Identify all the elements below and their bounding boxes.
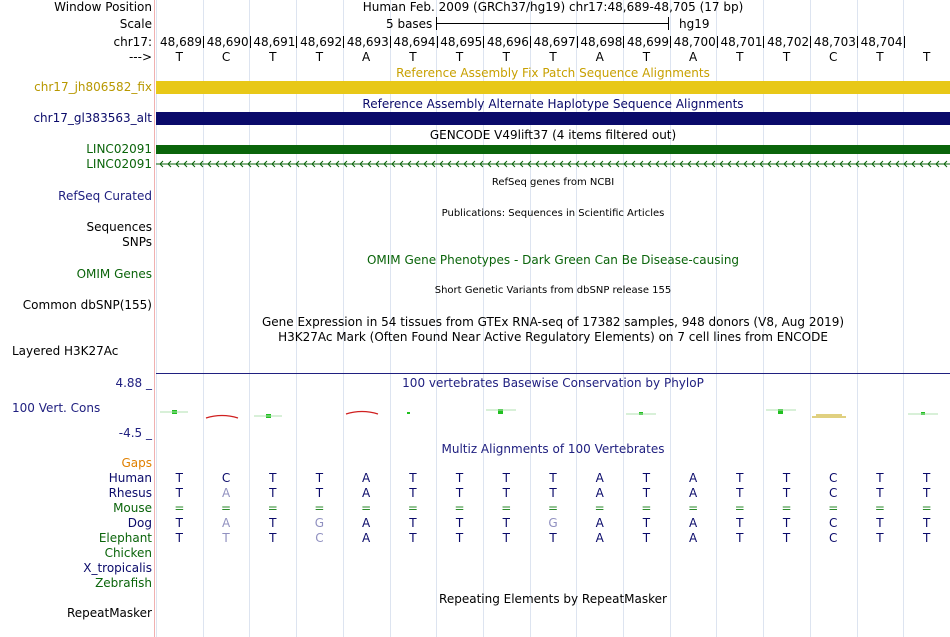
coordinate-tick-label: 48,689 [160, 35, 202, 49]
coordinate-tick-mark [717, 36, 718, 48]
aligned-base: T [455, 471, 464, 485]
aligned-base: T [736, 531, 744, 545]
coordinate-tick [534, 35, 578, 49]
aligned-base: T [876, 471, 884, 485]
label-divider[interactable] [154, 0, 155, 637]
coordinate-tick-mark [343, 36, 344, 48]
coordinate-tick [440, 35, 484, 49]
coordinate-tick [347, 35, 391, 49]
aligned-base: C [829, 531, 838, 545]
aligned-base: T [736, 471, 744, 485]
coordinate-tick [253, 35, 297, 49]
species-label[interactable]: Elephant [98, 531, 152, 545]
omim-label[interactable]: OMIM Genes [76, 267, 152, 281]
aligned-base: G [548, 516, 558, 530]
refseq-title: RefSeq genes from NCBI [491, 177, 615, 188]
aligned-base: = [221, 501, 232, 515]
coordinate-tick [580, 35, 624, 49]
h3k27ac-baseline [156, 373, 950, 374]
coordinate-tick-label: 48,697 [533, 35, 576, 49]
window-position-label: Window Position [54, 0, 152, 14]
aligned-base: T [642, 471, 651, 485]
h3k27ac-title: H3K27Ac Mark (Often Found Near Active Regulatory Elements) on 7 cell lines from ENCODE [278, 330, 828, 344]
scale-bar [436, 23, 669, 24]
gaps-label[interactable]: Gaps [121, 456, 152, 470]
coordinate-tick-label: 48,696 [486, 35, 529, 49]
aligned-base: A [362, 516, 371, 530]
species-label[interactable]: Rhesus [108, 486, 152, 500]
aligned-base: T [922, 471, 931, 485]
phylop-max: 4.88 _ [115, 376, 152, 390]
aligned-base: A [221, 486, 231, 500]
aligned-base: T [642, 486, 651, 500]
coordinate-tick-mark [577, 36, 578, 48]
aligned-base: T [549, 486, 557, 500]
species-label[interactable]: Mouse [113, 501, 152, 515]
repeatmasker-title: Repeating Elements by RepeatMasker [439, 592, 667, 606]
coordinate-tick-label: 48,699 [627, 35, 670, 49]
aligned-base: T [922, 531, 931, 545]
aligned-base: = [874, 501, 885, 515]
species-label[interactable]: Dog [127, 516, 152, 530]
aligned-base: = [688, 501, 699, 515]
base-letter: T [502, 50, 510, 64]
aligned-base: T [502, 516, 510, 530]
aligned-base: G [314, 516, 325, 530]
coordinate-tick-label: 48,691 [253, 35, 296, 49]
aligned-base: = [734, 501, 745, 515]
window-position-value: Human Feb. 2009 (GRCh37/hg19) chr17:48,689-48,705 (17 bp) [362, 0, 744, 14]
aligned-base: C [829, 486, 838, 500]
aligned-base: T [549, 531, 557, 545]
coordinate-tick [720, 35, 764, 49]
aligned-base: T [642, 531, 651, 545]
base-letter: T [549, 50, 557, 64]
base-letter: T [315, 50, 324, 64]
coordinate-tick [814, 35, 858, 49]
aligned-base: T [175, 486, 184, 500]
aligned-base: T [409, 531, 417, 545]
coordinate-tick-label: 48,704 [860, 35, 903, 49]
base-letter: T [782, 50, 791, 64]
species-label[interactable]: Zebrafish [95, 576, 152, 590]
aligned-base: T [455, 531, 464, 545]
coordinate-tick-label: 48,698 [580, 35, 623, 49]
aligned-base: T [409, 471, 417, 485]
coordinate-tick-label: 48,700 [673, 35, 716, 49]
aligned-base: = [547, 501, 559, 515]
coordinate-tick-mark [623, 36, 624, 48]
base-letter: T [642, 50, 651, 64]
aligned-base: T [269, 471, 277, 485]
refseq-label[interactable]: RefSeq Curated [58, 189, 152, 203]
coordinate-tick-mark [390, 36, 391, 48]
scale-label: Scale [119, 17, 152, 31]
aligned-base: = [828, 501, 839, 515]
coordinate-tick-label: 48,701 [720, 35, 763, 49]
aligned-base: A [595, 471, 604, 485]
coordinate-tick-label: 48,692 [300, 35, 343, 49]
aligned-base: C [315, 531, 324, 545]
gencode-label-1[interactable]: LINC02091 [86, 142, 152, 156]
aligned-base: A [688, 516, 698, 530]
base-letter: T [409, 50, 417, 64]
gencode-title: GENCODE V49lift37 (4 items filtered out) [429, 128, 677, 142]
gtex-title: Gene Expression in 54 tissues from GTEx RNA-seq of 17382 samples, 948 donors (V8, Aug 2019) [261, 315, 845, 329]
aligned-base: T [175, 531, 184, 545]
aligned-base: C [221, 471, 231, 485]
coordinate-tick-mark [670, 36, 671, 48]
aligned-base: T [736, 516, 744, 530]
alt-haplotype-label[interactable]: chr17_gl383563_alt [33, 111, 152, 125]
coordinate-tick-label: 48,693 [346, 35, 389, 49]
aligned-base: T [409, 516, 417, 530]
aligned-base: = [267, 501, 278, 515]
gencode-label-2[interactable]: LINC02091 [86, 157, 152, 171]
aligned-base: A [362, 471, 371, 485]
aligned-base: T [502, 486, 510, 500]
coordinate-tick-mark [810, 36, 811, 48]
coordinate-tick [394, 35, 438, 49]
aligned-base: T [876, 516, 884, 530]
coordinate-tick [487, 35, 531, 49]
phylop-title: 100 vertebrates Basewise Conservation by PhyloP [402, 376, 704, 390]
aligned-base: T [315, 471, 324, 485]
base-letter: A [595, 50, 604, 64]
coordinate-tick [861, 35, 905, 49]
aligned-base: = [361, 501, 372, 515]
repeatmasker-label[interactable]: RepeatMasker [66, 606, 152, 620]
aligned-base: T [175, 516, 184, 530]
strand-arrow: ---> [128, 50, 152, 64]
aligned-base: = [641, 501, 652, 515]
coordinate-tick-mark [203, 36, 204, 48]
coordinate-tick-mark [530, 36, 531, 48]
coordinate-tick-mark [296, 36, 297, 48]
aligned-base: T [782, 471, 791, 485]
aligned-base: = [407, 501, 418, 515]
species-label[interactable]: Chicken [104, 546, 152, 560]
species-label[interactable]: Human [108, 471, 152, 485]
aligned-base: T [549, 471, 557, 485]
base-letter: C [829, 50, 838, 64]
aligned-base: C [829, 516, 838, 530]
alt-haplotype-title: Reference Assembly Alternate Haplotype Sequence Alignments [362, 97, 744, 111]
aligned-base: = [921, 501, 932, 515]
base-letter: T [269, 50, 277, 64]
aligned-base: T [175, 471, 184, 485]
coordinate-tick-label: 48,702 [767, 35, 810, 49]
phylop-label[interactable]: 100 Vert. Cons [12, 401, 101, 415]
aligned-base: T [269, 531, 277, 545]
coordinate-tick-mark [904, 36, 905, 48]
aligned-base: T [876, 531, 884, 545]
base-letter: T [876, 50, 884, 64]
aligned-base: T [269, 486, 277, 500]
aligned-base: T [782, 531, 791, 545]
scale-bar-right [668, 17, 669, 30]
aligned-base: T [409, 486, 417, 500]
aligned-base: T [922, 516, 931, 530]
coordinate-tick-mark [763, 36, 764, 48]
base-letter: T [175, 50, 184, 64]
coordinate-tick [207, 35, 251, 49]
aligned-base: T [222, 531, 230, 545]
alt-haplotype-bar[interactable] [156, 112, 950, 125]
aligned-base: A [362, 531, 371, 545]
coordinate-tick [767, 35, 811, 49]
phylop-plot[interactable] [156, 398, 950, 428]
coordinate-tick [627, 35, 671, 49]
dbsnp-label[interactable]: Common dbSNP(155) [22, 298, 152, 312]
aligned-base: T [642, 516, 651, 530]
coordinate-tick-label: 48,695 [440, 35, 483, 49]
aligned-base: T [502, 471, 510, 485]
coordinate-tick-mark [250, 36, 251, 48]
publications-label-sequences[interactable]: Sequences [86, 220, 152, 234]
coordinate-tick-mark [437, 36, 438, 48]
h3k27ac-label[interactable]: Layered H3K27Ac [12, 344, 119, 358]
aligned-base: A [688, 486, 698, 500]
base-letter: T [922, 50, 931, 64]
fix-patch-bar[interactable] [156, 81, 950, 94]
phylop-min: -4.5 _ [118, 426, 152, 440]
base-letter: T [455, 50, 464, 64]
species-label[interactable]: X_tropicalis [83, 561, 152, 575]
aligned-base: T [782, 516, 791, 530]
aligned-base: T [922, 486, 931, 500]
aligned-base: A [595, 531, 604, 545]
base-letter: C [221, 50, 231, 64]
chrom-label: chr17: [113, 35, 152, 49]
coordinate-tick [160, 35, 204, 49]
publications-label-snps[interactable]: SNPs [122, 235, 152, 249]
aligned-base: T [736, 486, 744, 500]
aligned-base: = [314, 501, 325, 515]
aligned-base: A [595, 516, 604, 530]
aligned-base: A [221, 516, 231, 530]
aligned-base: = [454, 501, 465, 515]
scale-bases: 5 bases [386, 17, 433, 31]
gencode-bar-1[interactable] [156, 145, 950, 154]
gencode-intron-line[interactable] [156, 157, 950, 171]
aligned-base: T [455, 516, 464, 530]
scale-assembly: hg19 [679, 17, 710, 31]
aligned-base: A [595, 486, 604, 500]
aligned-base: A [688, 471, 698, 485]
base-letter: A [362, 50, 371, 64]
aligned-base: T [502, 531, 510, 545]
scale-bar-left [436, 17, 437, 30]
aligned-base: T [782, 486, 791, 500]
dbsnp-title: Short Genetic Variants from dbSNP release 155 [434, 285, 672, 296]
aligned-base: = [501, 501, 512, 515]
coordinate-tick-label: 48,703 [813, 35, 856, 49]
multiz-title: Multiz Alignments of 100 Vertebrates [441, 442, 665, 456]
coordinate-tick-label: 48,694 [393, 35, 436, 49]
coordinate-tick-label: 48,690 [206, 35, 249, 49]
aligned-base: T [315, 486, 324, 500]
fix-patch-title: Reference Assembly Fix Patch Sequence Alignments [396, 66, 710, 80]
aligned-base: T [876, 486, 884, 500]
aligned-base: T [455, 486, 464, 500]
coordinate-tick-mark [857, 36, 858, 48]
aligned-base: = [781, 501, 792, 515]
aligned-base: = [594, 501, 605, 515]
coordinate-tick [674, 35, 718, 49]
aligned-base: A [688, 531, 698, 545]
base-letter: A [688, 50, 698, 64]
coordinate-tick [300, 35, 344, 49]
base-letter: T [736, 50, 744, 64]
fix-patch-label[interactable]: chr17_jh806582_fix [34, 80, 152, 94]
aligned-base: A [362, 486, 371, 500]
aligned-base: T [269, 516, 277, 530]
publications-title: Publications: Sequences in Scientific Articles [441, 208, 665, 219]
aligned-base: C [829, 471, 838, 485]
coordinate-tick-mark [483, 36, 484, 48]
aligned-base: = [174, 501, 185, 515]
omim-title: OMIM Gene Phenotypes - Dark Green Can Be Disease-causing [366, 253, 740, 267]
